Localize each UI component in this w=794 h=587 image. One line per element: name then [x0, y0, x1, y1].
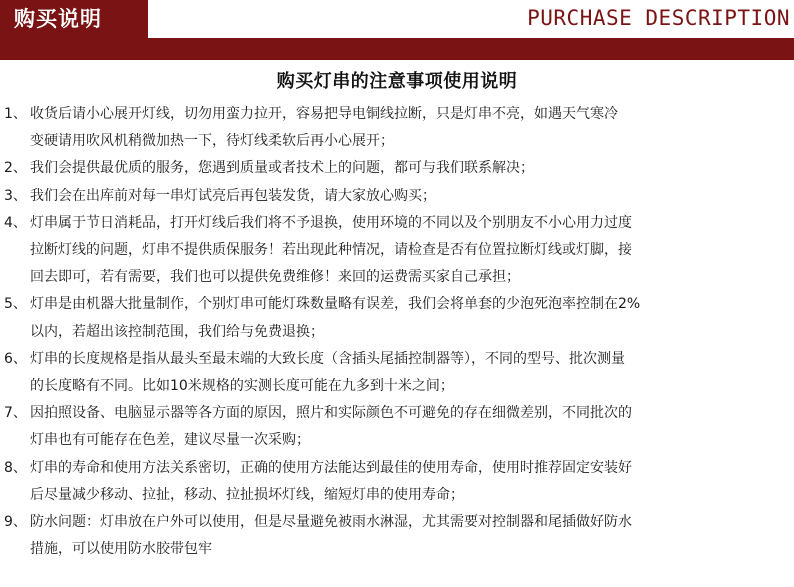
notice-list [0, 101, 794, 563]
item-line: 我们会提供最优质的服务，您遇到质量或者技术上的问题，都可与我们联系解决； [30, 160, 534, 177]
notice-item-5 [0, 291, 794, 345]
item-number: 4、 [4, 214, 27, 231]
notice-item-3 [0, 183, 794, 210]
notice-item-1 [0, 101, 794, 155]
notice-item-4 [0, 210, 794, 292]
notice-item-2 [0, 155, 794, 182]
document-title: 购买灯串的注意事项使用说明 [276, 71, 518, 92]
item-number: 3、 [4, 187, 27, 204]
item-number: 2、 [4, 160, 27, 177]
item-line: 因拍照设备、电脑显示器等各方面的原因，照片和实际颜色不可避免的存在细微差别，不同批次的 [30, 405, 632, 422]
header-en-title: PURCHASE DESCRIPTION [527, 6, 790, 30]
item-line: 以内，若超出该控制范围，我们给与免费退换； [30, 323, 324, 340]
item-line: 拉断灯线的问题，灯串不提供质保服务！若出现此种情况，请检查是否有位置拉断灯线或灯脚，接 [30, 242, 632, 259]
notice-item-8 [0, 455, 794, 509]
item-number: 9、 [4, 514, 27, 531]
item-line: 我们会在出库前对每一串灯试亮后再包装发货，请大家放心购买； [30, 187, 436, 204]
notice-item-9 [0, 509, 794, 563]
item-number: 5、 [4, 296, 27, 313]
item-line: 变硬请用吹风机稍微加热一下，待灯线柔软后再小心展开； [30, 133, 394, 150]
notice-item-7 [0, 400, 794, 454]
item-line: 措施，可以使用防水胶带包牢 [30, 541, 212, 558]
item-line: 灯串是由机器大批量制作，个别灯串可能灯珠数量略有误差，我们会将单套的少泡死泡率控制在2% [30, 296, 641, 313]
item-line: 灯串也有可能存在色差，建议尽量一次采购； [30, 432, 310, 449]
header-bar [0, 38, 794, 60]
item-line: 后尽量减少移动、拉扯，移动、拉扯损坏灯线，缩短灯串的使用寿命； [30, 486, 464, 503]
item-line: 灯串的长度规格是指从最头至最末端的大致长度（含插头尾插控制器等），不同的型号、批次测量 [30, 350, 625, 367]
item-line: 收货后请小心展开灯线，切勿用蛮力拉开，容易把导电铜线拉断，只是灯串不亮，如遇天气寒冷 [30, 106, 618, 122]
item-line: 防水问题：灯串放在户外可以使用，但是尽量避免被雨水淋湿，尤其需要对控制器和尾插做好防水 [30, 514, 632, 531]
item-line: 回去即可，若有需要，我们也可以提供免费维修！来回的运费需买家自己承担； [30, 269, 520, 286]
item-line: 灯串属于节日消耗品，打开灯线后我们将不予退换，使用环境的不同以及个别朋友不小心用力过度 [30, 214, 632, 231]
item-line: 灯串的寿命和使用方法关系密切，正确的使用方法能达到最佳的使用寿命，使用时推荐固定安装好 [30, 459, 632, 476]
notice-item-6 [0, 346, 794, 400]
item-number: 7、 [4, 405, 27, 422]
item-number: 6、 [4, 350, 27, 367]
item-number: 8、 [4, 459, 27, 476]
header-cn-title: 购买说明 [0, 0, 148, 38]
header [0, 0, 794, 38]
item-line: 的长度略有不同。比如10米规格的实测长度可能在九多到十米之间； [30, 378, 454, 395]
item-number: 1、 [4, 106, 27, 122]
